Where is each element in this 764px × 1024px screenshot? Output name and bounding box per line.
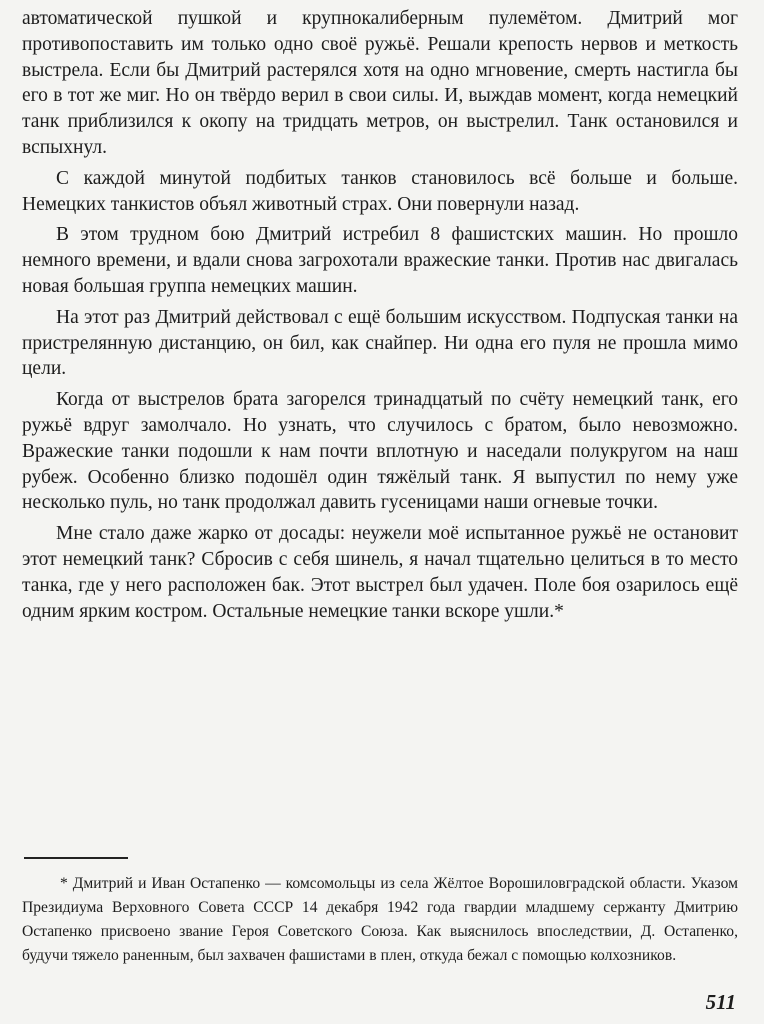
footnote: * Дмитрий и Иван Остапенко — комсомольцы из села Жёлтое Ворошиловградской области. Указом Президиума Верховного Совета СССР 14 декабря 1942 года гвардии младшему сержанту Дмитрию Остапенко присвоено звание Героя Советского Союза. Как выяснилось впоследствии, Д. Остапенко, будучи тяжело раненным, был захвачен фашистами в плен, откуда бежал с помощью колхозников. xyxy=(22,875,738,964)
footnote-divider xyxy=(24,857,128,859)
paragraph: С каждой минутой подбитых танков становилось всё больше и больше. Немецких танкистов объял животный страх. Они повернули назад. xyxy=(22,167,738,215)
paragraph: Мне стало даже жарко от досады: неужели моё испытанное ружьё не остановит этот немецкий танк? Сбросив с себя шинель, я начал тщательно целиться в то место танка, где у него расположен бак. Этот выстрел был удачен. Поле боя озарилось ещё одним ярким костром. Остальные немецкие танки вскоре ушли.* xyxy=(22,523,738,622)
page-number: 511 xyxy=(705,990,736,1014)
paragraph: В этом трудном бою Дмитрий истребил 8 фашистских машин. Но прошло немного времени, и вдали снова загрохотали вражеские танки. Против нас двигалась новая большая группа немецких машин. xyxy=(22,224,738,297)
main-text xyxy=(22,6,738,624)
paragraph: автоматической пушкой и крупнокалиберным пулемётом. Дмитрий мог противопоставить им только одно своё ружьё. Решали крепость нервов и меткость выстрела. Если бы Дмитрий растерялся хотя на одно мгновение, смерть настигла бы его в тот же миг. Но он твёрдо верил в свои силы. И, выждав момент, когда немецкий танк приблизился к окопу на тридцать метров, он выстрелил. Танк остановился и вспыхнул. xyxy=(22,8,738,158)
paragraph: На этот раз Дмитрий действовал с ещё большим искусством. Подпуская танки на пристрелянную дистанцию, он бил, как снайпер. Ни одна его пуля не прошла мимо цели. xyxy=(22,306,738,380)
paragraph: Когда от выстрелов брата загорелся тринадцатый по счёту немецкий танк, его ружьё вдруг замолчало. Но узнать, что случилось с братом, было невозможно. Вражеские танки подошли к нам почти вплотную и наседали полукругом на наш рубеж. Особенно близко подошёл один тяжёлый танк. Я выпустил по нему уже несколько пуль, но танк продолжал давить гусеницами наши огневые точки. xyxy=(22,389,738,514)
